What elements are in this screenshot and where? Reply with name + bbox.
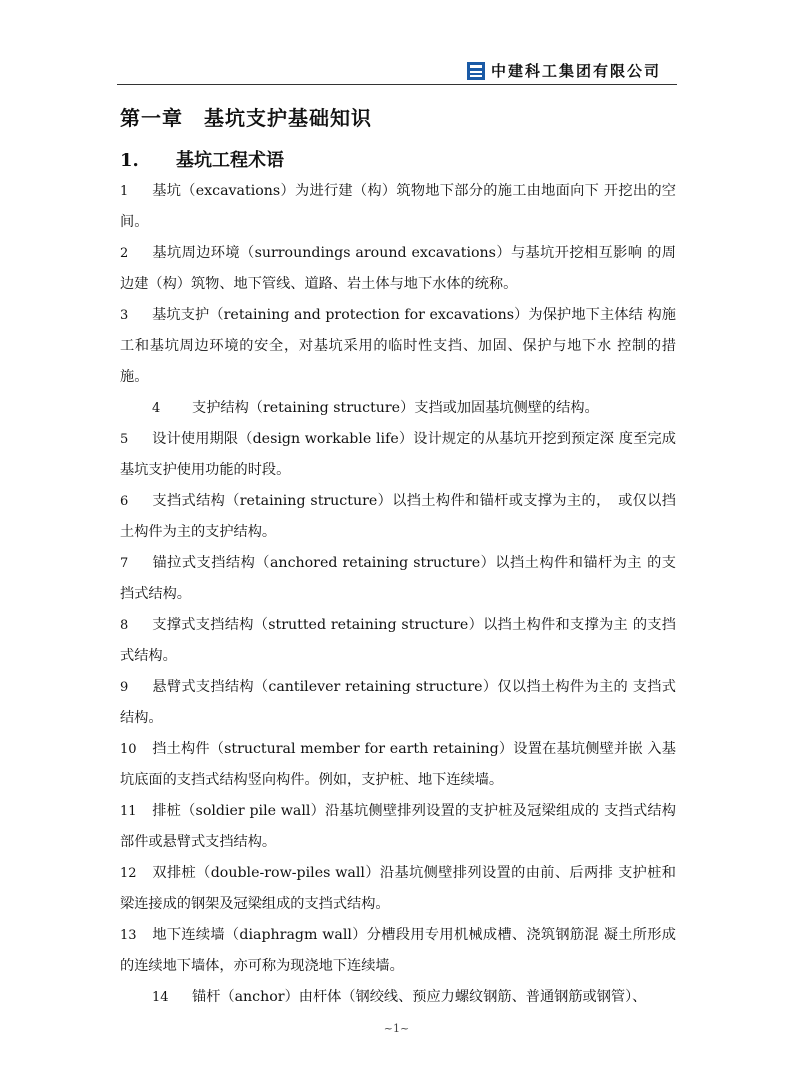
term-item <box>120 610 676 672</box>
term-text: 基坑（excavations）为进行建（构）筑物地下部分的施工由地面向下 开挖出的空间。 <box>120 183 676 230</box>
term-number: 7 <box>120 556 129 571</box>
company-logo-icon <box>467 62 485 80</box>
term-number: 4 <box>152 401 161 416</box>
term-text: 排桩（soldier pile wall）沿基坑侧壁排列设置的支护桩及冠梁组成的 支挡式结构部件或悬臂式支挡结构。 <box>120 803 676 850</box>
term-number: 9 <box>120 680 129 695</box>
company-logo <box>467 60 661 81</box>
term-number: 8 <box>120 618 129 633</box>
term-item <box>120 424 676 486</box>
term-number: 10 <box>120 742 137 757</box>
term-number: 2 <box>120 246 129 261</box>
term-item <box>120 982 676 1013</box>
term-text: 支撑式支挡结构（strutted retaining structure）以挡土构件和支撑为主 的支挡式结构。 <box>120 617 676 664</box>
term-number: 3 <box>120 308 129 323</box>
term-item <box>120 858 676 920</box>
term-item <box>120 548 676 610</box>
term-item <box>120 920 676 982</box>
term-item <box>120 238 676 300</box>
term-text: 支挡式结构（retaining structure）以挡土构件和锚杆或支撑为主的， 或仅以挡土构件为主的支护结构。 <box>120 493 676 540</box>
section-title: 基坑工程术语 <box>176 150 284 171</box>
term-item <box>120 176 676 238</box>
term-item <box>120 796 676 858</box>
page-header <box>117 56 677 85</box>
term-number: 1 <box>120 184 129 199</box>
term-number: 13 <box>120 928 137 943</box>
term-text: 双排桩（double-row-piles wall）沿基坑侧壁排列设置的由前、后两排 支护桩和梁连接成的钢架及冠梁组成的支挡式结构。 <box>120 865 676 912</box>
term-text: 支护结构（retaining structure）支挡或加固基坑侧壁的结构。 <box>192 400 599 416</box>
section-number: 1. <box>120 150 139 171</box>
term-item <box>120 300 676 393</box>
term-text: 悬臂式支挡结构（cantilever retaining structure）仅以挡土构件为主的 支挡式结构。 <box>120 679 676 726</box>
section-heading <box>120 146 284 172</box>
term-list <box>120 176 676 1013</box>
company-name: 中建科工集团有限公司 <box>491 62 662 80</box>
term-number: 12 <box>120 866 137 881</box>
term-text: 挡土构件（structural member for earth retaining）设置在基坑侧壁并嵌 入基坑底面的支挡式结构竖向构件。例如，支护桩、地下连续墙。 <box>120 741 676 788</box>
chapter-title: 第一章 基坑支护基础知识 <box>120 106 372 130</box>
term-number: 6 <box>120 494 129 509</box>
page-number: ~1~ <box>383 1022 410 1035</box>
term-number: 5 <box>120 432 129 447</box>
term-item <box>120 393 676 424</box>
term-text: 基坑周边环境（surroundings around excavations）与基坑开挖相互影响 的周边建（构）筑物、地下管线、道路、岩土体与地下水体的统称。 <box>120 245 676 292</box>
term-number: 11 <box>120 804 137 819</box>
term-text: 基坑支护（retaining and protection for excavations）为保护地下主体结 构施工和基坑周边环境的安全，对基坑采用的临时性支挡、加固、保护与地下水 控制的措施。 <box>120 307 676 385</box>
term-item <box>120 734 676 796</box>
term-text: 设计使用期限（design workable life）设计规定的从基坑开挖到预定深 度至完成基坑支护使用功能的时段。 <box>120 431 676 478</box>
term-text: 锚杆（anchor）由杆体（钢绞线、预应力螺纹钢筋、普通钢筋或钢管）、 <box>192 989 647 1005</box>
term-text: 地下连续墙（diaphragm wall）分槽段用专用机械成槽、浇筑钢筋混 凝土所形成的连续地下墙体，亦可称为现浇地下连续墙。 <box>120 927 676 974</box>
term-item <box>120 672 676 734</box>
term-item <box>120 486 676 548</box>
term-number: 14 <box>152 990 169 1005</box>
term-text: 锚拉式支挡结构（anchored retaining structure）以挡土构件和锚杆为主 的支挡式结构。 <box>120 555 676 602</box>
